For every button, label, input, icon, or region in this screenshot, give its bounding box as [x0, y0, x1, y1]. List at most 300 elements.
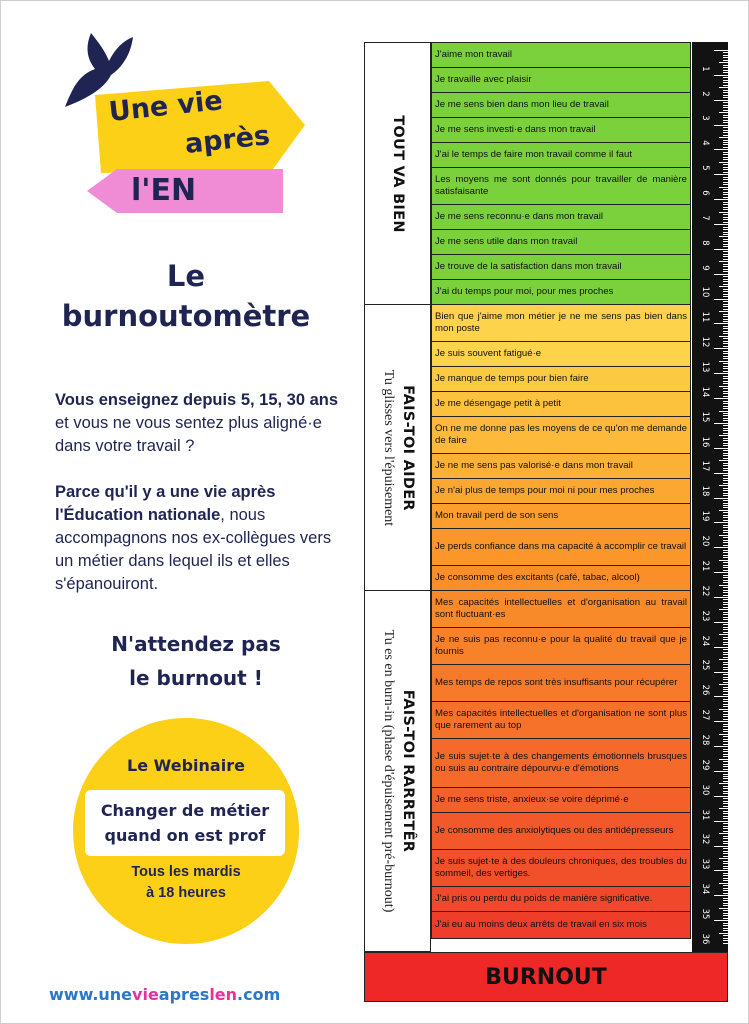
ruler-tick [723, 694, 728, 695]
ruler-tick [723, 918, 728, 919]
ruler-tick [714, 75, 728, 76]
ruler-tick [723, 831, 728, 832]
ruler-tick [723, 602, 728, 603]
ruler-tick [723, 545, 728, 546]
ruler-tick [714, 920, 728, 921]
symptom-row: Je perds confiance dans ma capacité à accomplir ce travail [431, 528, 691, 565]
ruler-tick [723, 669, 728, 670]
webinar-title-box [85, 790, 285, 856]
ruler-tick [723, 761, 728, 762]
ruler-tick [723, 938, 728, 939]
symptom-row: Je me désengage petit à petit [431, 391, 691, 416]
ruler-tick [723, 169, 728, 170]
ruler-tick [723, 940, 728, 941]
ruler-tick [723, 890, 728, 891]
ruler-tick [723, 147, 728, 148]
ruler-tick [723, 80, 728, 81]
ruler-tick [719, 585, 728, 586]
symptom-row: J'ai le temps de faire mon travail comme il faut [431, 142, 691, 167]
ruler-tick [723, 905, 728, 906]
ruler-tick [723, 828, 728, 829]
webinar-title-line1: Changer de métier [100, 801, 270, 820]
ruler-tick [723, 455, 728, 456]
ruler-tick [723, 396, 728, 397]
ruler-tick [719, 361, 728, 362]
burnoutometer [364, 42, 728, 1002]
ruler-tick [723, 791, 728, 792]
ruler-tick [719, 634, 728, 635]
ruler-tick [723, 271, 728, 272]
ruler-number: 24 [700, 635, 710, 646]
ruler-tick [719, 62, 728, 63]
symptom-row: Je n'ai plus de temps pour moi ni pour mes proches [431, 478, 691, 503]
ruler-tick [723, 682, 728, 683]
ruler-tick [723, 144, 728, 145]
ruler-tick [723, 251, 728, 252]
ruler-tick [723, 266, 728, 267]
ruler-tick [723, 552, 728, 553]
ruler-tick [723, 281, 728, 282]
ruler-tick [714, 149, 728, 150]
ruler-number: 6 [700, 190, 710, 196]
ruler-tick [723, 184, 728, 185]
ruler-tick [723, 179, 728, 180]
ruler-tick [723, 77, 728, 78]
ruler-tick [719, 759, 728, 760]
ruler-tick [723, 495, 728, 496]
ruler-number: 11 [700, 311, 710, 323]
ruler-tick [714, 100, 728, 101]
ruler-tick [723, 453, 728, 454]
ruler-tick [723, 716, 728, 717]
webinar-schedule-line2: à 18 heures [146, 885, 226, 901]
cta-line1: N'attendez pas [111, 632, 281, 656]
symptom-row: Je me sens investi·e dans mon travail [431, 117, 691, 142]
ruler-tick [723, 159, 728, 160]
ruler-tick [723, 657, 728, 658]
ruler-tick [719, 435, 728, 436]
ruler-tick [723, 816, 728, 817]
ruler-tick [714, 796, 728, 797]
ruler-tick [723, 291, 728, 292]
ruler-tick [714, 249, 728, 250]
ruler-tick [723, 637, 728, 638]
ruler-number: 17 [700, 461, 710, 472]
ruler-tick [714, 696, 728, 697]
ruler-tick [723, 488, 728, 489]
ruler-tick [723, 736, 728, 737]
ruler-tick [723, 505, 728, 506]
ruler-tick [723, 595, 728, 596]
ruler-tick [723, 284, 728, 285]
ruler-tick [723, 801, 728, 802]
ruler-tick [723, 649, 728, 650]
ruler-tick [723, 219, 728, 220]
ruler-number: 34 [700, 883, 710, 895]
ruler-tick [723, 55, 728, 56]
ruler-tick [723, 729, 728, 730]
ruler-tick [723, 503, 728, 504]
ruler-tick [723, 122, 728, 123]
ruler-tick [714, 547, 728, 548]
section-label [380, 369, 416, 525]
ruler-tick [719, 212, 728, 213]
ruler-tick [723, 766, 728, 767]
ruler-tick [714, 870, 728, 871]
ruler-tick [723, 689, 728, 690]
ruler-tick [723, 803, 728, 804]
ruler-tick [723, 72, 728, 73]
ruler-tick [723, 82, 728, 83]
ruler-tick [723, 458, 728, 459]
ruler-number: 31 [700, 809, 710, 820]
ruler-tick [723, 592, 728, 593]
ruler-number: 2 [700, 90, 710, 97]
ruler-tick [723, 823, 728, 824]
ruler-tick [723, 403, 728, 404]
ruler-tick [719, 560, 728, 561]
ruler-tick [723, 741, 728, 742]
ruler-tick [714, 299, 728, 300]
webinar-title-line2: quand on est prof [104, 826, 266, 845]
ruler-tick [723, 368, 728, 369]
ruler-tick [723, 848, 728, 849]
ruler-number: 33 [700, 858, 710, 870]
ruler-number: 4 [700, 140, 710, 146]
ruler-tick [723, 246, 728, 247]
ruler-tick [714, 522, 728, 523]
ruler-number: 15 [700, 411, 710, 423]
ruler-tick [714, 373, 728, 374]
ruler-tick [723, 204, 728, 205]
ruler-tick [723, 465, 728, 466]
ruler-tick [719, 162, 728, 163]
intro-paragraph-1 [55, 389, 345, 458]
ruler-tick [723, 371, 728, 372]
ruler-tick [723, 841, 728, 842]
section-subtitle: Tu glisses vers l'épuisement [380, 369, 396, 526]
symptom-row: Je suis souvent fatigué·e [431, 341, 691, 366]
ruler-tick [723, 806, 728, 807]
ruler-tick [723, 836, 728, 837]
ruler-tick [723, 704, 728, 705]
ruler-tick [719, 709, 728, 710]
website-link[interactable] [49, 985, 280, 1004]
ruler-number: 14 [700, 386, 710, 398]
ruler-tick [723, 463, 728, 464]
ruler-tick [723, 366, 728, 367]
ruler-tick [723, 788, 728, 789]
ruler-tick [723, 527, 728, 528]
ruler-tick [723, 393, 728, 394]
cta-line2: le burnout ! [129, 666, 263, 690]
ruler-tick [723, 557, 728, 558]
ruler-tick [723, 97, 728, 98]
ruler-tick [714, 821, 728, 822]
call-to-action [61, 627, 331, 695]
ruler-tick [723, 306, 728, 307]
ruler-tick [714, 721, 728, 722]
ruler-tick [723, 376, 728, 377]
ruler-tick [723, 868, 728, 869]
webinar-schedule [73, 862, 299, 904]
section-title: FAIS-TOI AIDER [399, 384, 416, 511]
ruler-number: 29 [700, 759, 710, 771]
ruler-tick [723, 254, 728, 255]
url-part-prefix: www.une [49, 985, 133, 1004]
ruler-tick [723, 279, 728, 280]
ruler-tick [723, 838, 728, 839]
ruler-tick [723, 691, 728, 692]
ruler-tick [723, 194, 728, 195]
ruler-tick [723, 654, 728, 655]
ruler-tick [723, 754, 728, 755]
ruler-tick [723, 415, 728, 416]
ruler-tick [723, 110, 728, 111]
ruler-tick [723, 420, 728, 421]
symptom-row: Je consomme des excitants (café, tabac, alcool) [431, 565, 691, 590]
ruler-tick [723, 875, 728, 876]
ruler-tick [714, 50, 728, 51]
ruler-tick [723, 726, 728, 727]
logo-text-line2: après [183, 120, 272, 160]
ruler-tick [723, 167, 728, 168]
ruler-number: 21 [700, 560, 710, 572]
ruler-tick [719, 808, 728, 809]
ruler-tick [723, 915, 728, 916]
ruler-number: 3 [700, 115, 710, 122]
ruler-tick [723, 587, 728, 588]
ruler-tick [723, 873, 728, 874]
ruler-number: 10 [700, 287, 710, 298]
ruler-number: 27 [700, 709, 710, 721]
intro-p2-text: , nous accompagnons nos ex-collègues vers un métier dans lequel ils et elles s'épanouiront. [55, 506, 332, 593]
ruler-tick [723, 624, 728, 625]
ruler-tick [723, 577, 728, 578]
ruler-tick [723, 500, 728, 501]
ruler-tick [723, 413, 728, 414]
ruler-tick [723, 582, 728, 583]
ruler-tick [723, 353, 728, 354]
ruler-tick [723, 515, 728, 516]
ruler-tick [714, 398, 728, 399]
section-fais-toi-aider [364, 304, 431, 590]
ruler-tick [723, 565, 728, 566]
ruler-tick [723, 532, 728, 533]
symptom-row: Je me sens bien dans mon lieu de travail [431, 92, 691, 117]
ruler-tick [714, 746, 728, 747]
ruler-tick [723, 856, 728, 857]
ruler-number: 19 [700, 510, 710, 522]
ruler-number: 20 [700, 535, 710, 547]
ruler-number: 28 [700, 734, 710, 746]
symptom-row: Je consomme des anxiolytiques ou des antidépresseurs [431, 812, 691, 849]
ruler-number: 30 [700, 784, 710, 796]
ruler-tick [723, 52, 728, 53]
ruler-tick [723, 57, 728, 58]
ruler-tick [723, 928, 728, 929]
ruler-tick [723, 343, 728, 344]
ruler-tick [723, 256, 728, 257]
ruler-number: 35 [700, 908, 710, 920]
ruler-tick [723, 930, 728, 931]
ruler-tick [723, 612, 728, 613]
ruler-tick [723, 590, 728, 591]
section-subtitle: Tu es en burn-in (phase d'épuisement pré-burnout) [380, 629, 396, 913]
ruler-tick [723, 764, 728, 765]
ruler-tick [719, 187, 728, 188]
ruler-tick [714, 672, 728, 673]
ruler-tick [714, 622, 728, 623]
ruler-tick [723, 197, 728, 198]
ruler-tick [723, 70, 728, 71]
ruler-tick [723, 627, 728, 628]
ruler-tick [723, 923, 728, 924]
ruler-tick [723, 517, 728, 518]
ruler-tick [723, 341, 728, 342]
ruler-tick [723, 888, 728, 889]
ruler-tick [723, 189, 728, 190]
ruler-tick [723, 304, 728, 305]
symptom-row: Mes temps de repos sont très insuffisants pour récupérer [431, 664, 691, 701]
ruler-tick [723, 319, 728, 320]
burnout-bar: BURNOUT [364, 952, 728, 1002]
ruler-number: 18 [700, 485, 710, 497]
ruler-tick [719, 535, 728, 536]
section-column [364, 42, 431, 952]
url-part-accent2: len [209, 985, 238, 1004]
ruler-tick [723, 331, 728, 332]
ruler-tick [723, 861, 728, 862]
ruler-tick [719, 510, 728, 511]
ruler-tick [714, 348, 728, 349]
symptom-row: Mon travail perd de son sens [431, 503, 691, 528]
title-line1: Le [166, 259, 206, 293]
symptom-row: Je me sens triste, anxieux·se voire déprimé·e [431, 787, 691, 812]
symptom-row: Bien que j'aime mon métier je ne me sens pas bien dans mon poste [431, 304, 691, 341]
webinar-heading: Le Webinaire [127, 756, 245, 775]
ruler-tick [723, 388, 728, 389]
ruler-tick [723, 142, 728, 143]
ruler-tick [723, 652, 728, 653]
ruler-tick [723, 853, 728, 854]
ruler-tick [723, 430, 728, 431]
ruler-tick [723, 351, 728, 352]
ruler-tick [723, 117, 728, 118]
ruler-tick [723, 793, 728, 794]
ruler-tick [723, 744, 728, 745]
ruler-tick [723, 731, 728, 732]
ruler-tick [723, 667, 728, 668]
ruler-tick [719, 659, 728, 660]
ruler-tick [714, 274, 728, 275]
ruler-tick [719, 908, 728, 909]
ruler-tick [723, 241, 728, 242]
symptom-row: J'ai eu au moins deux arrêts de travail en six mois [431, 911, 691, 939]
ruler-tick [723, 90, 728, 91]
logo-text-line1: Une vie [107, 85, 225, 128]
section-title: FAIS-TOI RARRETÊR [399, 689, 416, 853]
ruler-tick [723, 234, 728, 235]
ruler-tick [723, 276, 728, 277]
ruler-tick [714, 448, 728, 449]
ruler-tick [723, 749, 728, 750]
section-label [380, 630, 416, 913]
ruler-tick [723, 478, 728, 479]
ruler-tick [719, 609, 728, 610]
ruler-tick [723, 67, 728, 68]
ruler-tick [723, 309, 728, 310]
ruler-tick [723, 878, 728, 879]
ruler-tick [723, 512, 728, 513]
ruler-tick [723, 157, 728, 158]
ruler-tick [714, 846, 728, 847]
ruler-tick [723, 182, 728, 183]
ruler-tick [723, 776, 728, 777]
ruler-tick [723, 301, 728, 302]
ruler-tick [723, 639, 728, 640]
ruler-number: 9 [700, 264, 710, 271]
ruler-tick [723, 562, 728, 563]
symptom-list [431, 42, 691, 952]
symptom-row: Je manque de temps pour bien faire [431, 366, 691, 391]
ruler-tick [723, 570, 728, 571]
ruler-tick [723, 85, 728, 86]
symptom-row: Je trouve de la satisfaction dans mon travail [431, 254, 691, 279]
ruler-number: 25 [700, 659, 710, 671]
ruler-tick [723, 885, 728, 886]
ruler-tick [723, 614, 728, 615]
ruler-tick [723, 383, 728, 384]
ruler-tick [723, 438, 728, 439]
ruler-tick [723, 756, 728, 757]
ruler-tick [719, 261, 728, 262]
ruler-tick [723, 440, 728, 441]
ruler-tick [723, 632, 728, 633]
section-tout-va-bien [364, 42, 431, 304]
ruler-tick [723, 798, 728, 799]
ruler-tick [723, 433, 728, 434]
ruler-tick [723, 95, 728, 96]
webinar-badge [73, 718, 299, 944]
ruler-number: 23 [700, 610, 710, 622]
ruler-tick [723, 259, 728, 260]
symptom-row: Je ne me sens pas valorisé·e dans mon travail [431, 453, 691, 478]
intro-paragraph-2 [55, 481, 345, 596]
ruler-tick [719, 87, 728, 88]
ruler-tick [723, 346, 728, 347]
ruler-tick [714, 647, 728, 648]
ruler-tick [723, 711, 728, 712]
ruler-tick [723, 629, 728, 630]
ruler-tick [723, 229, 728, 230]
ruler-tick [719, 112, 728, 113]
ruler-tick [723, 132, 728, 133]
ruler-tick [723, 769, 728, 770]
ruler-tick [723, 550, 728, 551]
ruler-tick [723, 540, 728, 541]
section-label [390, 115, 406, 233]
ruler-tick [723, 866, 728, 867]
ruler-tick [723, 910, 728, 911]
ruler-tick [723, 358, 728, 359]
ruler-number: 8 [700, 239, 710, 246]
ruler-tick [723, 935, 728, 936]
ruler-tick [723, 898, 728, 899]
ruler-tick [723, 813, 728, 814]
ruler-tick [723, 328, 728, 329]
ruler-tick [714, 224, 728, 225]
